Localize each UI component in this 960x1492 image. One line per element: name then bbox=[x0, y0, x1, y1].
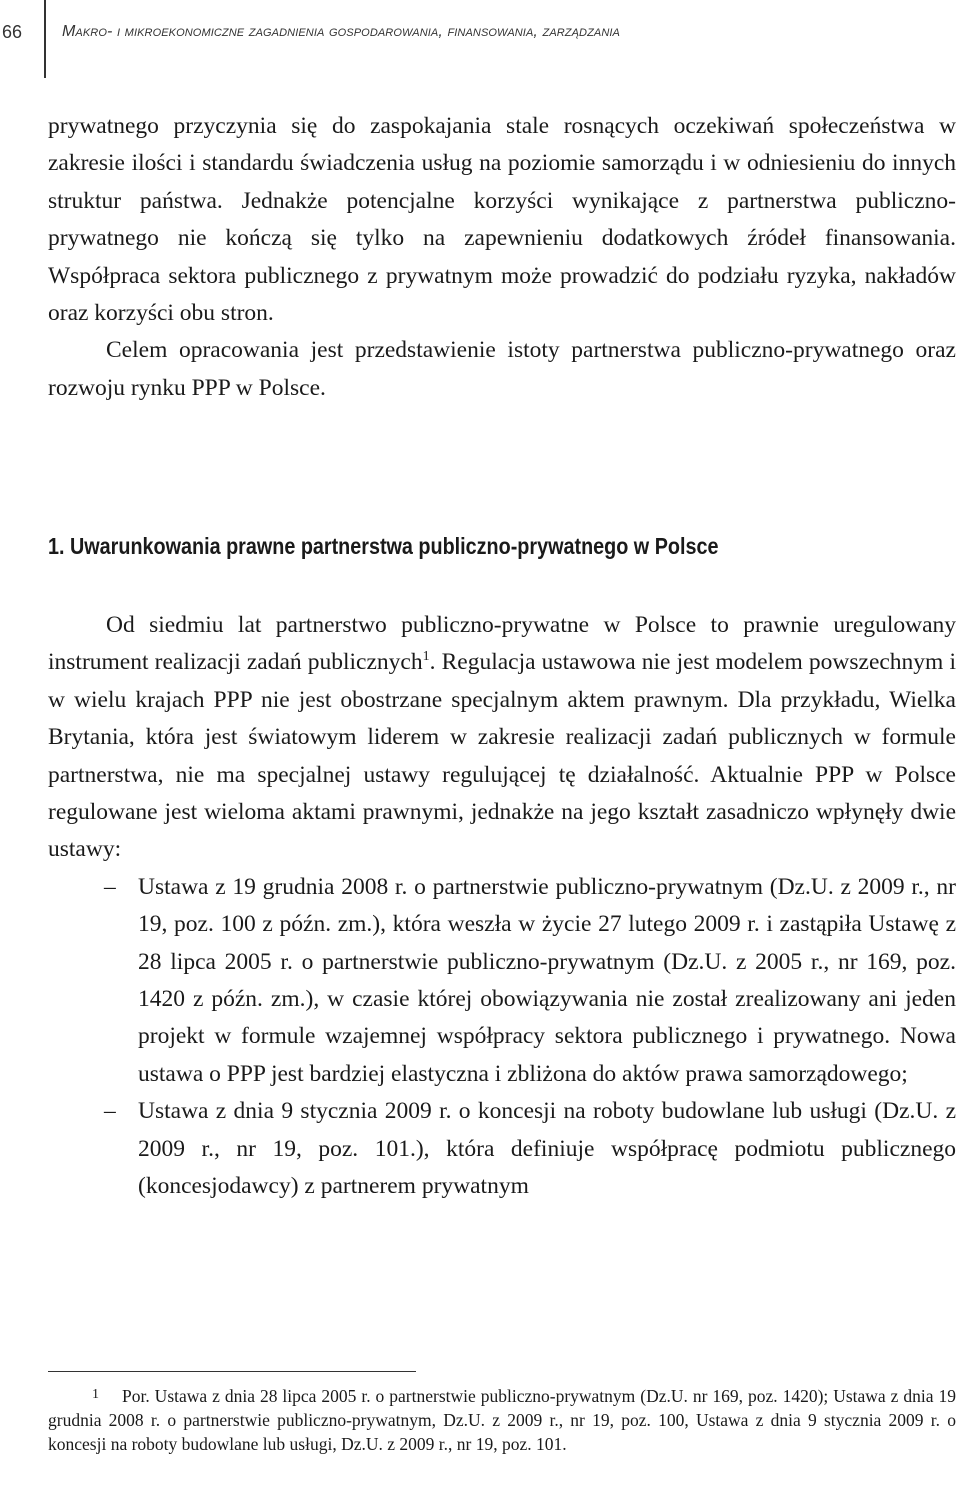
intro-text bbox=[48, 108, 956, 407]
section-body bbox=[48, 607, 956, 1206]
footnote-mark: 1 bbox=[92, 1387, 99, 1402]
list-item-text: Ustawa z dnia 9 stycznia 2009 r. o koncesji na roboty budowlane lub usługi (Dz.U. z 2009 r., nr 19, poz. 101.), która definiuje współpracę podmiotu publicznego (koncesjodawcy) z partnerem prywatnym bbox=[138, 1098, 956, 1200]
list-item-text: Ustawa z 19 grudnia 2008 r. o partnerstwie publiczno-prywatnym (Dz.U. z 2009 r., nr 19, poz. 100 z późn. zm.), która weszła w życie 27 lutego 2009 r. i zastąpiła Ustawę z 28 lipca 2005 r. o partnerstwie publiczno-prywatnym (Dz.U. z 2005 r., nr 169, poz. 1420 z późn. zm.), w czasie której obowiązywania nie został zrealizowany ani jeden projekt w formule wzajemnej współpracy sektora publicznego i prywatnego. Nowa ustawa o PPP jest bardziej elastyczna i zbliżona do aktów prawa samorządowego; bbox=[138, 873, 956, 1087]
footnote bbox=[48, 1383, 956, 1456]
list-item bbox=[48, 1093, 956, 1205]
page-number: 66 bbox=[2, 22, 23, 42]
objective-paragraph: Celem opracowania jest przedstawienie istoty partnerstwa publiczno-prywatnego oraz rozwoju rynku PPP w Polsce. bbox=[48, 337, 956, 401]
section-paragraph bbox=[48, 607, 956, 869]
legal-acts-list bbox=[48, 869, 956, 1206]
running-header: Makro- i mikroekonomiczne zagadnienia gospodarowania, finansowania, zarządzania bbox=[62, 23, 620, 40]
section-paragraph-part-a: Od siedmiu lat partnerstwo publiczno-prywatne w Polsce to prawnie uregulowany instrument realizacji zadań publicznych bbox=[48, 612, 956, 676]
footnote-text: Por. Ustawa z dnia 28 lipca 2005 r. o partnerstwie publiczno-prywatnym (Dz.U. nr 169, poz. 1420); Ustawa z dnia 19 grudnia 2008 r. o partnerstwie publiczno-prywatnym, Dz.U. z 2009 r., nr 19, poz. 100, Ustawa z dnia 9 stycznia 2009 r. o koncesji na roboty budowlane lub usługi, Dz.U. z 2009 r., nr 19, poz. 101. bbox=[48, 1386, 956, 1454]
section-heading: 1. Uwarunkowania prawne partnerstwa publiczno-prywatnego w Polsce bbox=[48, 533, 719, 559]
footnote-reference[interactable]: 1 bbox=[422, 649, 430, 665]
intro-paragraph: prywatnego przyczynia się do zaspokajania stale rosnących oczekiwań społeczeństwa w zakresie ilości i standardu świadczenia usług na poziomie samorządu i w odniesieniu do innych struktur państwa. Jednakże potencjalne korzyści wynikające z partnerstwa publiczno-prywatnego nie kończą się tylko na zapewnieniu dodatkowych źródeł finansowania. Współpraca sektora publicznego z prywatnym może prowadzić do podziału ryzyka, nakładów oraz korzyści obu stron. bbox=[48, 113, 956, 327]
footnote-divider bbox=[48, 1371, 416, 1372]
list-dash: – bbox=[104, 1098, 116, 1125]
section-paragraph-part-b: . Regulacja ustawowa nie jest modelem powszechnym i w wielu krajach PPP nie jest obostrzane specjalnym aktem prawnym. Dla przykładu, Wielka Brytania, która jest światowym liderem w zakresie realizacji zadań publicznych w formule partnerstwa, nie ma specjalnej ustawy regulującej tę działalność. Aktualnie PPP w Polsce regulowane jest wieloma aktami prawnymi, jednakże na jego kształt zasadniczo wpłynęły dwie ustawy: bbox=[48, 649, 956, 863]
header-divider bbox=[44, 0, 46, 78]
list-item bbox=[48, 869, 956, 1093]
list-dash: – bbox=[104, 873, 116, 900]
